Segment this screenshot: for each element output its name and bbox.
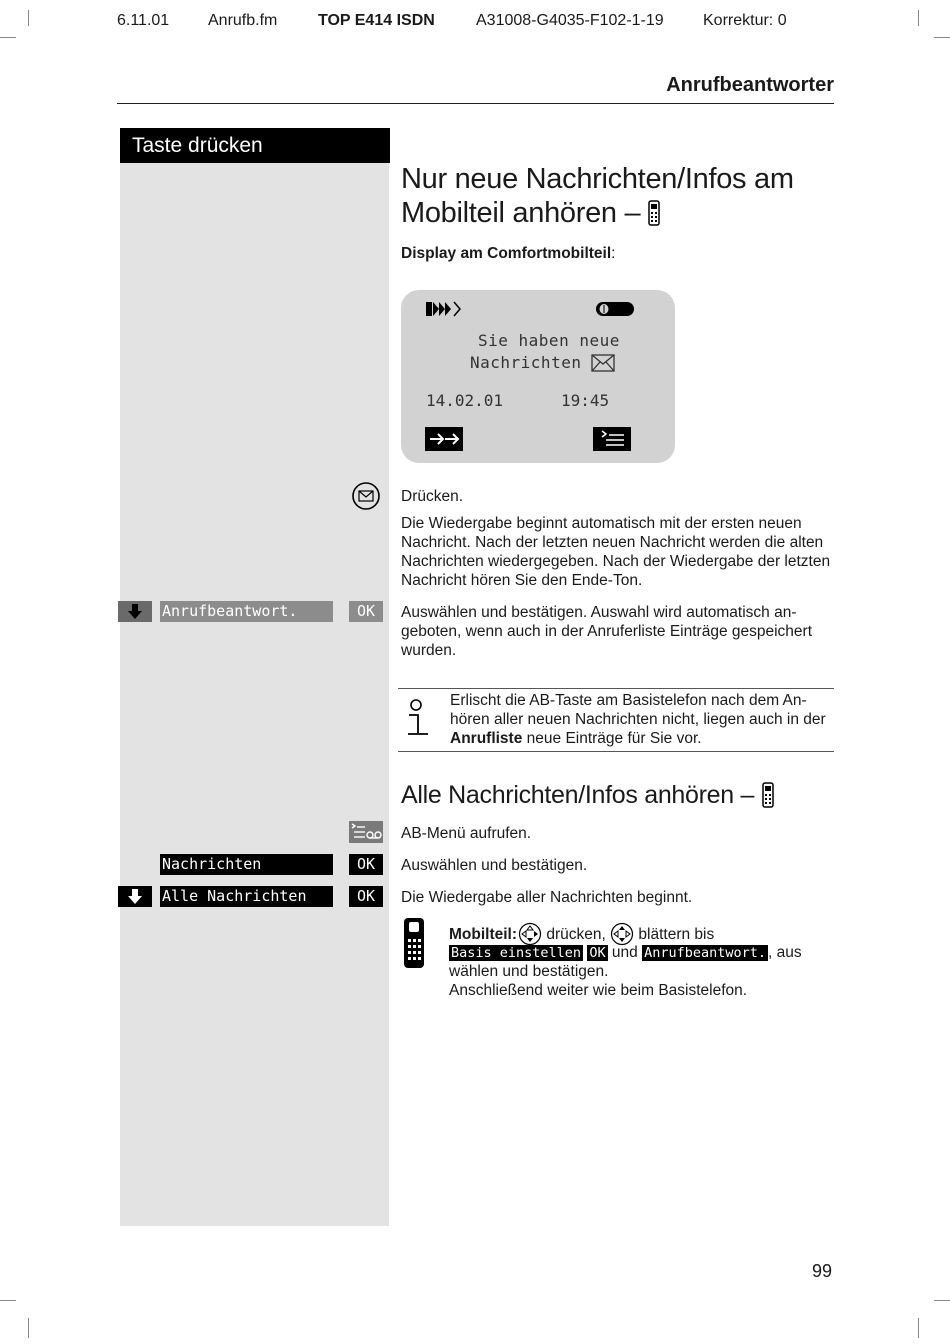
mobil-text2: blättern bis bbox=[634, 925, 715, 943]
step-ab-menu-text: AB-Menü aufrufen. bbox=[401, 825, 532, 842]
display-label-colon: : bbox=[611, 245, 616, 262]
mobil-line4: Anschließend weiter wie beim Basistelefon. bbox=[449, 982, 748, 999]
part1-heading-line2 bbox=[401, 196, 831, 230]
step-press-description: Die Wiedergabe beginnt automatisch mit der ersten neuen Nachricht. Nach der letzten neuen Nachricht werden die alten Nachrichten wiedergegeben. Nach der Wiedergabe der letzten Nachricht hören Sie den Ende-Ton. bbox=[401, 515, 831, 589]
header-file: Anrufb.fm bbox=[208, 12, 278, 29]
info-note-bold: Anrufliste bbox=[450, 730, 523, 747]
sidebar-title: Taste drücken bbox=[120, 128, 390, 163]
scroll-down-key[interactable] bbox=[118, 886, 152, 907]
handset-icon bbox=[648, 200, 660, 226]
step-select-text: Auswählen und bestätigen. Auswahl wird automatisch angeboten, wenn auch in der Anruferliste Einträge gespeichert wurden. bbox=[401, 604, 813, 659]
lcd-date: 14.02.01 bbox=[426, 391, 504, 410]
crop-mark bbox=[28, 10, 29, 26]
note-top-rule bbox=[398, 688, 834, 689]
display-label-bold: Display am Comfortmobilteil bbox=[401, 245, 612, 262]
menu-field-nachrichten[interactable]: Nachrichten bbox=[160, 854, 333, 875]
ok-button[interactable]: OK bbox=[349, 601, 383, 622]
crop-mark bbox=[0, 37, 16, 38]
down-arrow-icon bbox=[128, 889, 142, 905]
battery-icon bbox=[595, 300, 637, 323]
section-title: Anrufbeantworter bbox=[666, 74, 834, 96]
mobil-label: Mobilteil: bbox=[449, 925, 518, 943]
mobile-handset-icon bbox=[403, 917, 425, 974]
part1-heading-line2-text: Mobilteil anhören – bbox=[401, 197, 641, 229]
mobil-text1: drücken, bbox=[542, 925, 611, 943]
handset-display bbox=[401, 290, 675, 463]
step-playback-text: Die Wiedergabe aller Nachrichten beginnt. bbox=[401, 889, 693, 906]
menu-field-alle-nachrichten[interactable]: Alle Nachrichten bbox=[160, 886, 333, 907]
mobil-text3: , aus bbox=[768, 944, 802, 961]
menu-softkey-icon[interactable] bbox=[593, 427, 631, 456]
crop-mark bbox=[28, 1318, 29, 1338]
forward-softkey-icon[interactable] bbox=[425, 427, 463, 456]
crop-mark bbox=[0, 1300, 16, 1301]
envelope-icon bbox=[591, 354, 615, 372]
header-model: TOP E414 ISDN bbox=[318, 12, 435, 29]
info-note-text bbox=[450, 691, 836, 748]
ok-button[interactable]: OK bbox=[349, 854, 383, 875]
header-docnum: A31008-G4035-F102-1-19 bbox=[476, 12, 664, 29]
mobil-line2 bbox=[449, 943, 802, 963]
lcd-message-line2-text: Nachrichten bbox=[470, 353, 582, 372]
info-note-pre: Erlischt die AB-Taste am Basistelefon nach dem Anhören aller neuen Nachrichten nicht, liegen auch in der bbox=[450, 692, 826, 728]
info-icon bbox=[404, 698, 430, 743]
crop-mark bbox=[934, 1300, 950, 1301]
part2-heading-text: Alle Nachrichten/Infos anhören – bbox=[401, 781, 755, 809]
part1-heading-line1: Nur neue Nachrichten/Infos am bbox=[401, 163, 794, 195]
part2-heading bbox=[401, 778, 774, 812]
header-rule bbox=[117, 103, 834, 104]
step-select-nachrichten-text: Auswählen und bestätigen. bbox=[401, 857, 588, 874]
inline-field-ok: OK bbox=[589, 945, 606, 961]
display-label bbox=[401, 244, 615, 263]
scroll-down-key[interactable] bbox=[118, 601, 152, 622]
crop-mark bbox=[918, 10, 919, 26]
header-date: 6.11.01 bbox=[117, 12, 170, 29]
part1-heading bbox=[401, 162, 831, 230]
note-bottom-rule bbox=[398, 751, 834, 752]
page-number: 99 bbox=[812, 1261, 833, 1281]
header-korrektur: Korrektur: 0 bbox=[703, 12, 787, 29]
info-note-post: neue Einträge für Sie vor. bbox=[522, 730, 702, 747]
message-key-icon[interactable] bbox=[351, 481, 381, 516]
step-press-text: Drücken. bbox=[401, 488, 464, 505]
ok-button[interactable]: OK bbox=[349, 886, 383, 907]
crop-mark bbox=[918, 1318, 919, 1338]
crop-mark bbox=[934, 37, 950, 38]
sidebar-panel bbox=[120, 128, 389, 1226]
handset-icon bbox=[762, 782, 774, 808]
inline-field-anrufbeantwort: Anrufbeantwort. bbox=[644, 945, 767, 961]
mobil-line3: wählen und bestätigen. bbox=[449, 963, 609, 980]
menu-field-anrufbeantwort[interactable]: Anrufbeantwort. bbox=[160, 601, 333, 622]
lcd-message-line1: Sie haben neue bbox=[478, 331, 620, 350]
down-arrow-icon bbox=[128, 604, 142, 620]
lcd-message-line2 bbox=[470, 353, 615, 372]
mobil-und: und bbox=[607, 944, 643, 961]
lcd-time: 19:45 bbox=[561, 391, 610, 410]
signal-strength-icon bbox=[425, 300, 463, 323]
ab-menu-key-icon[interactable] bbox=[349, 821, 383, 848]
inline-field-basis-einstellen: Basis einstellen bbox=[451, 945, 582, 961]
